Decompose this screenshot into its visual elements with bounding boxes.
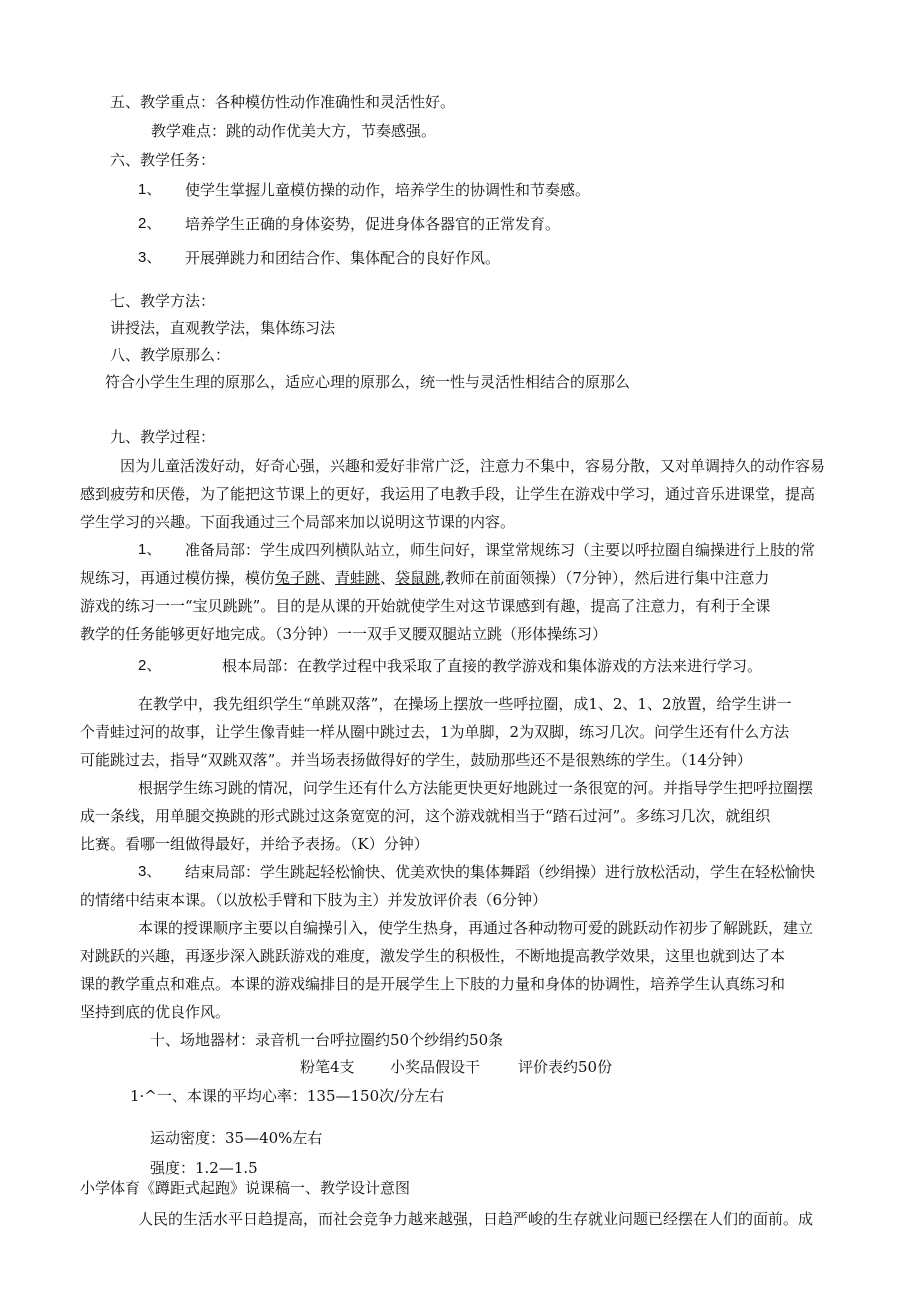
- part-number-1: 1、: [138, 541, 162, 558]
- prep-text-b: ,教师在前面领操）（7分钟），然后进行集中注意力: [440, 569, 770, 587]
- exercise-density-line: 运动密度：35—40%左右: [150, 1129, 323, 1147]
- principles-line: 符合小学生生理的原那么，适应心理的原那么，统一性与灵活性相结合的原那么: [105, 373, 631, 391]
- equipment-line: 十、场地器材：录音机一台呼拉圈约50个纱绢约50条: [150, 1031, 504, 1049]
- prep-part-line-4: 教学的任务能够更好地完成。（3分钟）一一双手叉腰双腿站立跳（形体操练习）: [80, 625, 608, 643]
- part-number-2: 2、: [138, 657, 162, 674]
- teaching-para-line-3: 可能跳过去，指导“双跳双落”。并当场表扬做得好的学生，鼓励那些还不是很熟练的学生。（14分钟）: [80, 751, 752, 769]
- section-seven-heading: 七、教学方法：: [110, 292, 216, 310]
- river-para-line-3: 比赛。看哪一组做得最好，并给予表扬。（K）分钟）: [80, 835, 429, 853]
- prep-text-a: 规练习，再通过模仿操，模仿: [80, 569, 276, 587]
- main-part-line: 根本局部：在教学过程中我采取了直接的教学游戏和集体游戏的方法来进行学习。: [222, 657, 763, 675]
- separator-b: 、: [380, 569, 396, 587]
- ending-part-line-2: 的情绪中结束本课。（以放松手臂和下肢为主）并发放评价表（6分钟）: [80, 891, 548, 909]
- prep-part-line-3: 游戏的练习一一“宝贝跳跳”。目的是从课的开始就使学生对这节课感到有趣，提高了注意力，有利于全课: [80, 597, 771, 615]
- task-text-2: 培养学生正确的身体姿势，促进身体各器官的正常发育。: [185, 215, 561, 233]
- prep-part-line-2: [80, 568, 769, 588]
- task-number-1: 1、: [138, 181, 162, 198]
- next-document-title: 小学体育《蹲距式起跑》说课稿一、教学设计意图: [80, 1179, 411, 1197]
- rabbit-jump-term: 兔子跳: [275, 569, 321, 587]
- intensity-line: 强度：1.2—1.5: [150, 1159, 258, 1177]
- prep-part-line-1: 准备局部：学生成四列横队站立，师生问好，课堂常规练习（主要以呼拉圈自编操进行上肢的常: [185, 541, 816, 559]
- prizes-item: 小奖品假设干: [390, 1058, 481, 1076]
- difficulty-line: 教学难点：跳的动作优美大方，节奏感强。: [151, 122, 437, 140]
- kangaroo-jump-term: 袋鼠跳: [395, 569, 441, 587]
- section-nine-heading: 九、教学过程：: [110, 428, 216, 446]
- ending-part-line-1: 结束局部：学生跳起轻松愉快、优美欢快的集体舞蹈（纱绢操）进行放松活动，学生在轻松愉快: [185, 863, 816, 881]
- process-intro-line-2: 感到疲劳和厌倦，为了能把这节课上的更好，我运用了电教手段，让学生在游戏中学习，通过音乐进课堂，提高: [80, 485, 816, 503]
- task-number-3: 3、: [138, 249, 162, 266]
- process-intro-line-3: 学生学习的兴趣。下面我通过三个局部来加以说明这节课的内容。: [80, 513, 516, 531]
- frog-jump-term: 青蛙跳: [335, 569, 381, 587]
- teaching-para-line-1: 在教学中，我先组织学生“单跳双落”，在操场上摆放一些呼拉圈，成1、2、1、2放置，给学生讲一: [138, 695, 792, 713]
- separator-a: 、: [320, 569, 336, 587]
- summary-line-1: 本课的授课顺序主要以自编操引入，使学生热身，再通过各种动物可爱的跳跃动作初步了解跳跃，建立: [138, 919, 814, 937]
- section-eight-heading: 八、教学原那么：: [110, 346, 231, 364]
- next-document-first-line: 人民的生活水平日趋提高，而社会竞争力越来越强，日趋严峻的生存就业问题已经摆在人们的面前。成: [138, 1210, 814, 1228]
- summary-line-3: 课的教学重点和难点。本课的游戏编排目的是开展学生上下肢的力量和身体的协调性，培养学生认真练习和: [80, 975, 786, 993]
- evaluation-forms-item: 评价表约50份: [518, 1058, 613, 1076]
- task-text-3: 开展弹跳力和团结合作、集体配合的良好作风。: [185, 249, 501, 267]
- teaching-para-line-2: 个青蛙过河的故事，让学生像青蛙一样从圈中跳过去，1为单脚，2为双脚，练习几次。问学生还有什么方法: [80, 723, 790, 741]
- summary-line-2: 对跳跃的兴趣，再逐步深入跳跃游戏的难度，激发学生的积极性，不断地提高教学效果，这里也就到达了本: [80, 947, 786, 965]
- process-intro-line-1: 因为儿童活泼好动，好奇心强，兴趣和爱好非常广泛，注意力不集中，容易分散，又对单调持久的动作容易: [120, 457, 826, 475]
- summary-line-4: 坚持到底的优良作风。: [80, 1003, 231, 1021]
- task-number-2: 2、: [138, 215, 162, 232]
- methods-line: 讲授法，直观教学法，集体练习法: [110, 319, 336, 337]
- heart-rate-line: 1·^一、本课的平均心率：135—150次/分左右: [130, 1087, 445, 1105]
- section-six-heading: 六、教学任务：: [110, 151, 216, 169]
- river-para-line-2: 成一条线，用单腿交换跳的形式跳过这条宽宽的河，这个游戏就相当于“踏石过河”。多练习几次，就组织: [80, 807, 771, 825]
- key-points-line: 五、教学重点：各种模仿性动作准确性和灵活性好。: [110, 93, 456, 111]
- task-text-1: 使学生掌握儿童模仿操的动作，培养学生的协调性和节奏感。: [185, 181, 591, 199]
- chalk-item: 粉笔4支: [300, 1058, 355, 1076]
- river-para-line-1: 根据学生练习跳的情况，问学生还有什么方法能更快更好地跳过一条很宽的河。并指导学生把呼拉圈摆: [138, 779, 814, 797]
- part-number-3: 3、: [138, 863, 162, 880]
